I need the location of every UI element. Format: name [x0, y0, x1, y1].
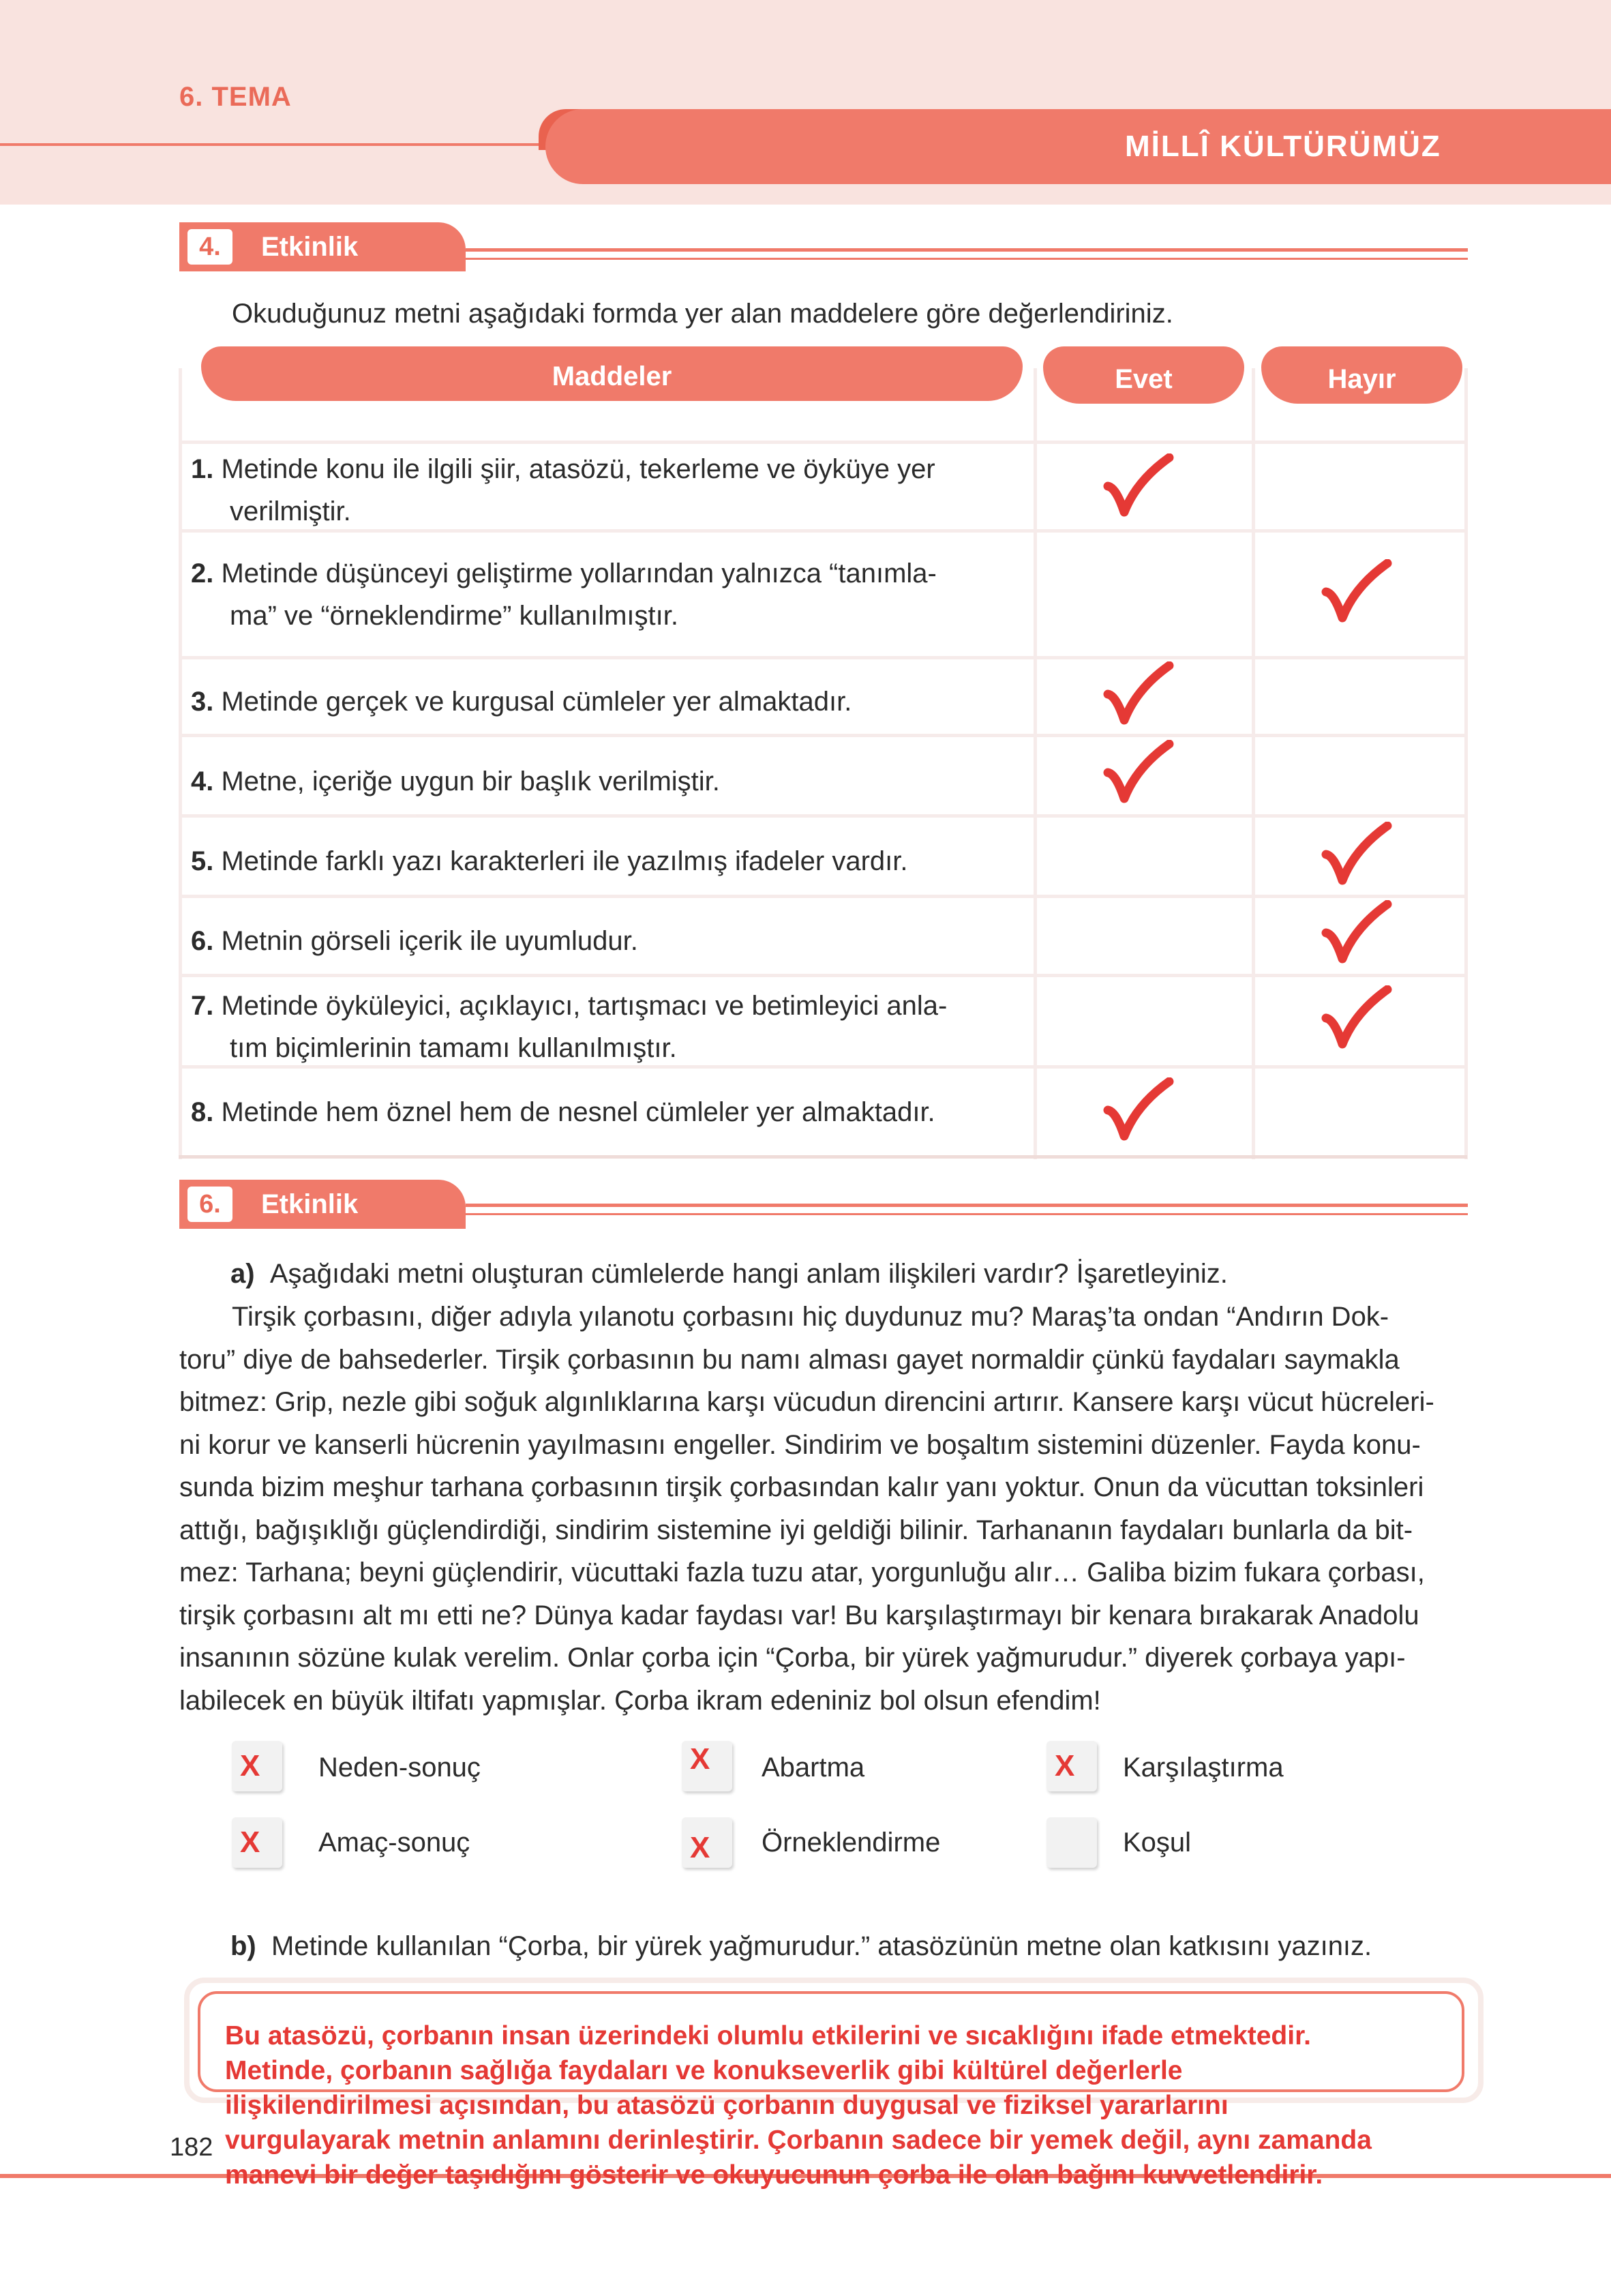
passage-line: bitmez: Grip, nezle gibi soğuk algınlıklarına karşı vücudun direncini artırır. Kansere karşı vücut hücreleri- [179, 1387, 1434, 1417]
check-mark-icon [1319, 900, 1394, 968]
passage-line: labilecek en büyük iltifatı yapmışlar. Çorba ikram edeniniz bol olsun efendim! [179, 1685, 1101, 1716]
table-row-divider [179, 656, 1467, 659]
check-mark-icon [1101, 453, 1176, 522]
option-label: Amaç-sonuç [318, 1828, 470, 1858]
activity4-rule [466, 248, 1468, 252]
table-border-bottom [179, 1155, 1467, 1159]
table-row-5 [191, 840, 1029, 882]
row-number: 5. [191, 846, 214, 876]
header-rule [0, 143, 559, 146]
check-mark-icon [1101, 1077, 1176, 1146]
passage-line: sunda bizim meşhur tarhana çorbasının tirşik çorbasından kalır yanı yoktur. Onun da vücuttan toksinleri [179, 1472, 1424, 1502]
column-header-yes: Evet [1043, 346, 1244, 404]
table-row-divider [179, 974, 1467, 977]
table-border-left [179, 368, 182, 1159]
check-mark-icon [1101, 740, 1176, 808]
x-mark: X [690, 1831, 710, 1864]
passage-line: toru” diye de bahsederler. Tirşik çorbasının bu namı alması gayet normaldir çünkü faydaları saymakla [179, 1344, 1400, 1375]
table-row-2 [191, 552, 1029, 637]
row-number: 7. [191, 991, 214, 1021]
part-a-text: Aşağıdaki metni oluşturan cümlelerde hangi anlam ilişkileri vardır? İşaretleyiniz. [269, 1259, 1228, 1289]
checkbox-orneklendirme[interactable] [682, 1817, 732, 1868]
x-mark: X [240, 1749, 260, 1783]
checkbox-karsilastirma[interactable] [1047, 1741, 1097, 1791]
x-mark: X [240, 1825, 260, 1859]
row-text-cont: verilmiştir. [230, 496, 351, 526]
activity6-number: 6. [187, 1187, 232, 1222]
row-text: Metinde konu ile ilgili şiir, atasözü, tekerleme ve öyküye yer [221, 454, 935, 484]
table-row-divider [179, 895, 1467, 898]
table-row-7 [191, 985, 1029, 1069]
table-border-right [1464, 368, 1468, 1159]
row-text: Metinde hem öznel hem de nesnel cümleler yer almaktadır. [221, 1097, 935, 1127]
activity6-rule-thin [466, 1213, 1468, 1215]
table-row-divider [179, 814, 1467, 818]
option-label: Örneklendirme [762, 1828, 941, 1858]
checkbox-abartma[interactable] [682, 1741, 732, 1791]
part-b-question [230, 1931, 1372, 1962]
checkbox-neden-sonuc[interactable] [232, 1741, 282, 1791]
table-row-4 [191, 760, 1029, 803]
activity6-heading [179, 1180, 466, 1229]
row-number: 3. [191, 687, 214, 717]
part-b-marker: b) [230, 1931, 256, 1961]
option-label: Abartma [762, 1753, 865, 1783]
x-mark: X [1055, 1749, 1075, 1783]
option-label: Neden-sonuç [318, 1753, 481, 1783]
option-label: Koşul [1123, 1828, 1192, 1858]
reading-passage [179, 1296, 1468, 1722]
checkbox-amac-sonuc[interactable] [232, 1817, 282, 1868]
row-number: 4. [191, 766, 214, 796]
answer-line: Metinde, çorbanın sağlığa faydaları ve konukseverlik gibi kültürel değerlerle [225, 2056, 1183, 2085]
part-a-marker: a) [230, 1259, 255, 1289]
part-a-question [230, 1259, 1228, 1289]
table-col-divider-1 [1034, 368, 1037, 1159]
row-text: Metnin görseli içerik ile uyumludur. [221, 926, 638, 956]
table-row-divider [179, 441, 1467, 444]
option-label: Karşılaştırma [1123, 1753, 1284, 1783]
row-text: Metne, içeriğe uygun bir başlık verilmiştir. [221, 766, 720, 796]
title-bar [545, 109, 1611, 184]
row-number: 8. [191, 1097, 214, 1127]
passage-line: ni korur ve kanserli hücrenin yayılmasını engeller. Sindirim ve boşaltım sistemini düzenler. Fayda konu- [179, 1429, 1421, 1460]
row-text-cont: ma” ve “örneklendirme” kullanılmıştır. [230, 601, 678, 631]
passage-line: mez: Tarhana; beyni güçlendirir, vücuttaki fazla tuzu atar, yorgunluğu alır… Galiba bizim fukara çorbası, [179, 1557, 1425, 1587]
row-text-cont: tım biçimlerinin tamamı kullanılmıştır. [230, 1033, 677, 1063]
row-number: 6. [191, 926, 214, 956]
passage-line: attığı, bağışıklığı güçlendirdiği, sindirim sistemine iyi geldiği bilinir. Tarhananın faydaları bunlarla da bit- [179, 1515, 1413, 1545]
x-mark: X [690, 1742, 710, 1776]
passage-line: tirşik çorbasını alt mı etti ne? Dünya kadar faydası var! Bu karşılaştırmayı bir kenara bırakarak Anadolu [179, 1600, 1419, 1630]
check-mark-icon [1319, 559, 1394, 627]
theme-label: 6. TEMA [179, 82, 292, 112]
table-row-1 [191, 448, 1029, 533]
row-number: 1. [191, 454, 214, 484]
passage-line: Tirşik çorbasını, diğer adıyla yılanotu çorbasını hiç duydunuz mu? Maraş’ta ondan “Andırın Dok- [232, 1302, 1389, 1332]
answer-line: vurgulayarak metnin anlamını derinleştirir. Çorbanın sadece bir yemek değil, aynı zamanda [225, 2126, 1372, 2155]
column-header-no: Hayır [1261, 346, 1462, 404]
table-row-6 [191, 920, 1029, 962]
row-text: Metinde farklı yazı karakterleri ile yazılmış ifadeler vardır. [221, 846, 908, 876]
passage-line: insanının sözüne kulak verelim. Onlar çorba için “Çorba, bir yürek yağmurudur.” diyerek çorbaya yapı- [179, 1643, 1406, 1673]
page-number: 182 [167, 2133, 215, 2162]
part-b-text: Metinde kullanılan “Çorba, bir yürek yağmurudur.” atasözünün metne olan katkısını yazınız. [271, 1931, 1372, 1961]
answer-line: Bu atasözü, çorbanın insan üzerindeki olumlu etkilerini ve sıcaklığını ifade etmektedir. [225, 2021, 1311, 2051]
activity4-heading [179, 222, 466, 271]
check-mark-icon [1319, 822, 1394, 890]
activity6-rule [466, 1204, 1468, 1207]
table-col-divider-2 [1252, 368, 1255, 1159]
table-row-3 [191, 681, 1029, 723]
row-text: Metinde düşünceyi geliştirme yollarından yalnızca “tanımla- [221, 558, 937, 588]
page-title: MİLLÎ KÜLTÜRÜMÜZ [1125, 130, 1441, 163]
activity4-label: Etkinlik [261, 232, 359, 262]
table-row-divider [179, 734, 1467, 737]
activity4-rule-thin [466, 258, 1468, 260]
row-text: Metinde öyküleyici, açıklayıcı, tartışmacı ve betimleyici anla- [221, 991, 948, 1021]
answer-line: manevi bir değer taşıdığını gösterir ve okuyucunun çorba ile olan bağını kuvvetlendirir. [225, 2160, 1323, 2190]
check-mark-icon [1101, 661, 1176, 730]
activity4-number: 4. [187, 229, 232, 265]
activity4-instruction: Okuduğunuz metni aşağıdaki formda yer alan maddelere göre değerlendiriniz. [232, 299, 1173, 329]
handwritten-answer [225, 2018, 1493, 2192]
activity6-label: Etkinlik [261, 1189, 359, 1219]
column-header-items: Maddeler [201, 346, 1023, 401]
row-text: Metinde gerçek ve kurgusal cümleler yer almaktadır. [221, 687, 852, 717]
row-number: 2. [191, 558, 214, 588]
checkbox-kosul[interactable] [1047, 1817, 1097, 1868]
table-row-8 [191, 1091, 1029, 1133]
check-mark-icon [1319, 985, 1394, 1054]
answer-line: ilişkilendirilmesi açısından, bu atasözü çorbanın duygusal ve fiziksel yararlarını [225, 2091, 1229, 2120]
